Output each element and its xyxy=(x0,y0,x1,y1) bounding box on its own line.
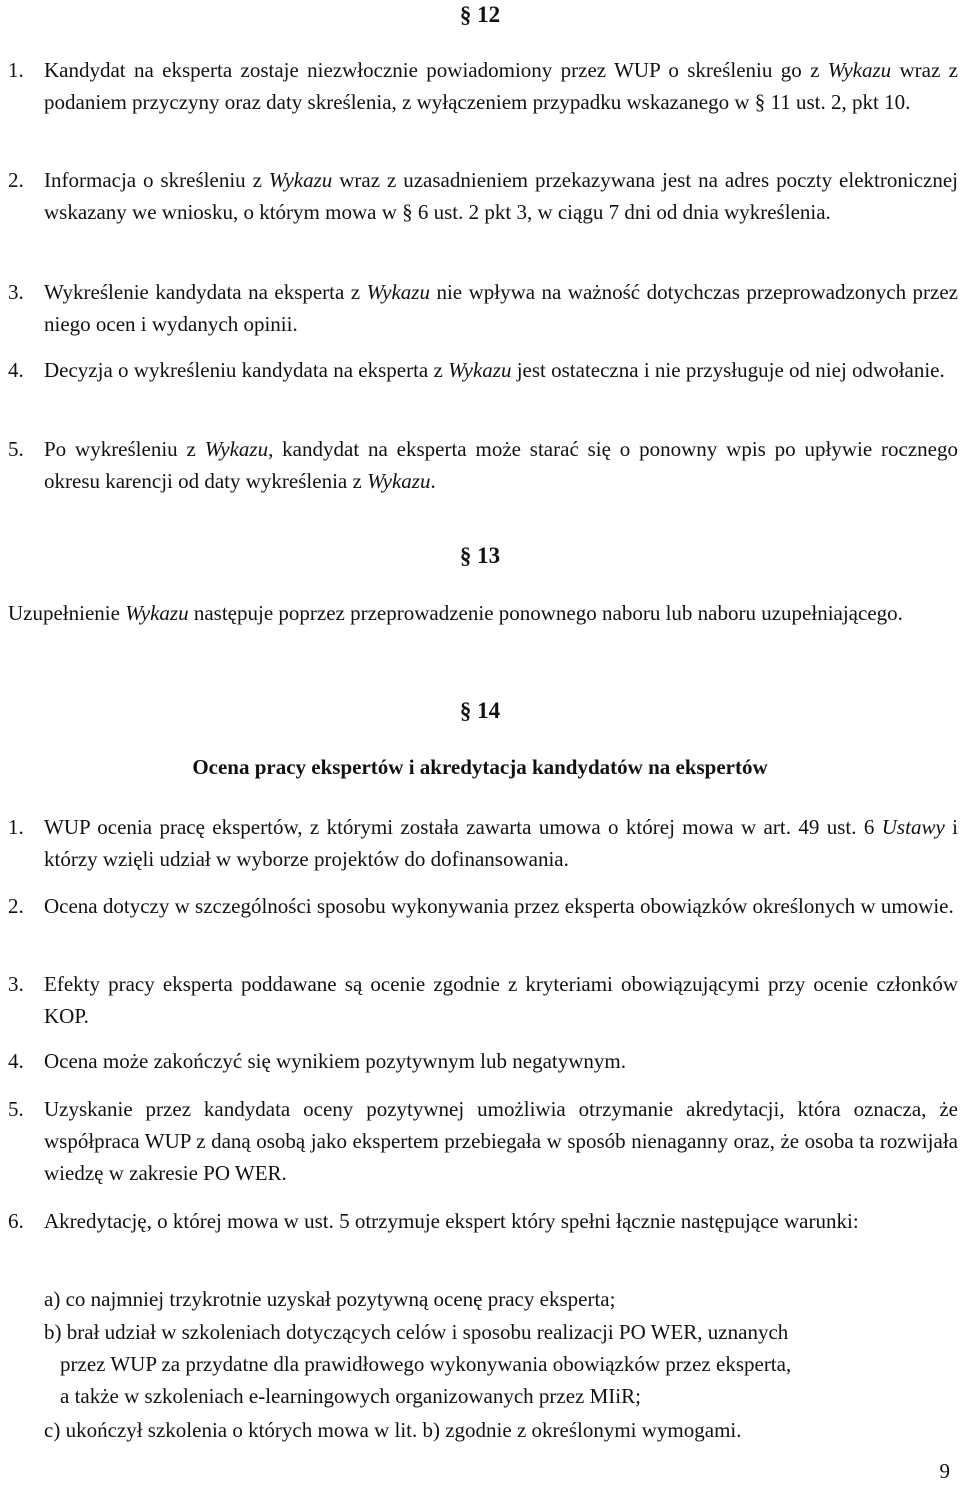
paragraph-number: 4. xyxy=(8,1049,24,1073)
sec12-paragraph-4 xyxy=(8,354,958,386)
sec14-paragraph-3 xyxy=(8,968,958,1032)
paragraph-text: Ocena dotyczy w szczególności sposobu wykonywania przez eksperta obowiązków określonych w umowie. xyxy=(44,894,954,918)
sec13-paragraph: Uzupełnienie Wykazu następuje poprzez przeprowadzenie ponownego naboru lub naboru uzupełniającego. xyxy=(8,601,903,625)
paragraph-text: Po wykreśleniu z Wykazu, kandydat na eksperta może starać się o ponowny wpis po upływie rocznego okresu karencji od daty wykreślenia z Wykazu. xyxy=(44,437,958,493)
paragraph-number: 1. xyxy=(8,815,24,839)
section-12-heading: § 12 xyxy=(459,2,501,27)
paragraph-number: 3. xyxy=(8,972,24,996)
page-number: 9 xyxy=(939,1459,950,1483)
paragraph-number: 6. xyxy=(8,1209,24,1233)
sec14-paragraph-6 xyxy=(8,1205,958,1237)
sec12-paragraph-5 xyxy=(8,433,958,497)
paragraph-text: Kandydat na eksperta zostaje niezwłocznie powiadomiony przez WUP o skreśleniu go z Wykazu wraz z podaniem przyczyny oraz daty skreślenia, z wyłączeniem przypadku wskazanego w § 11 ust. 2, pkt 10. xyxy=(44,58,958,114)
paragraph-text: WUP ocenia pracę ekspertów, z którymi została zawarta umowa o której mowa w art. 49 ust. 6 Ustawy i którzy wzięli udział w wyborze projektów do dofinansowania. xyxy=(44,815,958,871)
section-14-title: Ocena pracy ekspertów i akredytacja kandydatów na ekspertów xyxy=(192,755,768,779)
paragraph-number: 5. xyxy=(8,437,24,461)
paragraph-text: Akredytację, o której mowa w ust. 5 otrzymuje ekspert który spełni łącznie następujące warunki: xyxy=(44,1209,859,1233)
paragraph-number: 3. xyxy=(8,280,24,304)
sec12-paragraph-3 xyxy=(8,276,958,340)
sub-item-text: c) ukończył szkolenia o których mowa w lit. b) zgodnie z określonymi wymogami. xyxy=(44,1418,742,1442)
paragraph-text: Efekty pracy eksperta poddawane są ocenie zgodnie z kryteriami obowiązującymi przy ocenie członków KOP. xyxy=(44,972,958,1028)
sub-item-text-cont: a także w szkoleniach e-learningowych organizowanych przez MIiR; xyxy=(60,1384,641,1408)
paragraph-number: 1. xyxy=(8,58,24,82)
sec12-paragraph-1 xyxy=(8,54,958,118)
sub-item-text: a) co najmniej trzykrotnie uzyskał pozytywną ocenę pracy eksperta; xyxy=(44,1287,616,1311)
paragraph-text: Informacja o skreśleniu z Wykazu wraz z uzasadnieniem przekazywana jest na adres poczty elektronicznej wskazany we wniosku, o którym mowa w § 6 ust. 2 pkt 3, w ciągu 7 dni od dnia wykreślenia. xyxy=(44,168,958,224)
sub-item-b xyxy=(44,1316,958,1412)
paragraph-number: 4. xyxy=(8,358,24,382)
sec14-paragraph-1 xyxy=(8,811,958,875)
section-14-heading: § 14 xyxy=(459,698,501,723)
paragraph-text: Ocena może zakończyć się wynikiem pozytywnym lub negatywnym. xyxy=(44,1049,626,1073)
paragraph-text: Uzyskanie przez kandydata oceny pozytywnej umożliwia otrzymanie akredytacji, która oznacza, że współpraca WUP z daną osobą jako ekspertem przebiegała w sposób nienaganny oraz, że osoba ta rozwijała wiedzę w zakresie PO WER. xyxy=(44,1097,958,1185)
paragraph-number: 5. xyxy=(8,1097,24,1121)
sec14-paragraph-5 xyxy=(8,1093,958,1189)
sub-item-c xyxy=(44,1414,958,1446)
paragraph-text: Wykreślenie kandydata na eksperta z Wykazu nie wpływa na ważność dotychczas przeprowadzonych przez niego ocen i wydanych opinii. xyxy=(44,280,959,336)
sub-item-a xyxy=(44,1283,958,1315)
sec12-paragraph-2 xyxy=(8,164,958,228)
paragraph-number: 2. xyxy=(8,894,24,918)
section-13-heading: § 13 xyxy=(459,543,501,568)
paragraph-number: 2. xyxy=(8,168,24,192)
sub-item-text: b) brał udział w szkoleniach dotyczących celów i sposobu realizacji PO WER, uznanych xyxy=(44,1320,789,1344)
sec14-paragraph-2 xyxy=(8,890,958,922)
sec14-paragraph-4 xyxy=(8,1045,958,1077)
paragraph-text: Decyzja o wykreśleniu kandydata na eksperta z Wykazu jest ostateczna i nie przysługuje od niej odwołanie. xyxy=(44,358,945,382)
sub-item-text-cont: przez WUP za przydatne dla prawidłowego wykonywania obowiązków przez eksperta, xyxy=(60,1352,792,1376)
